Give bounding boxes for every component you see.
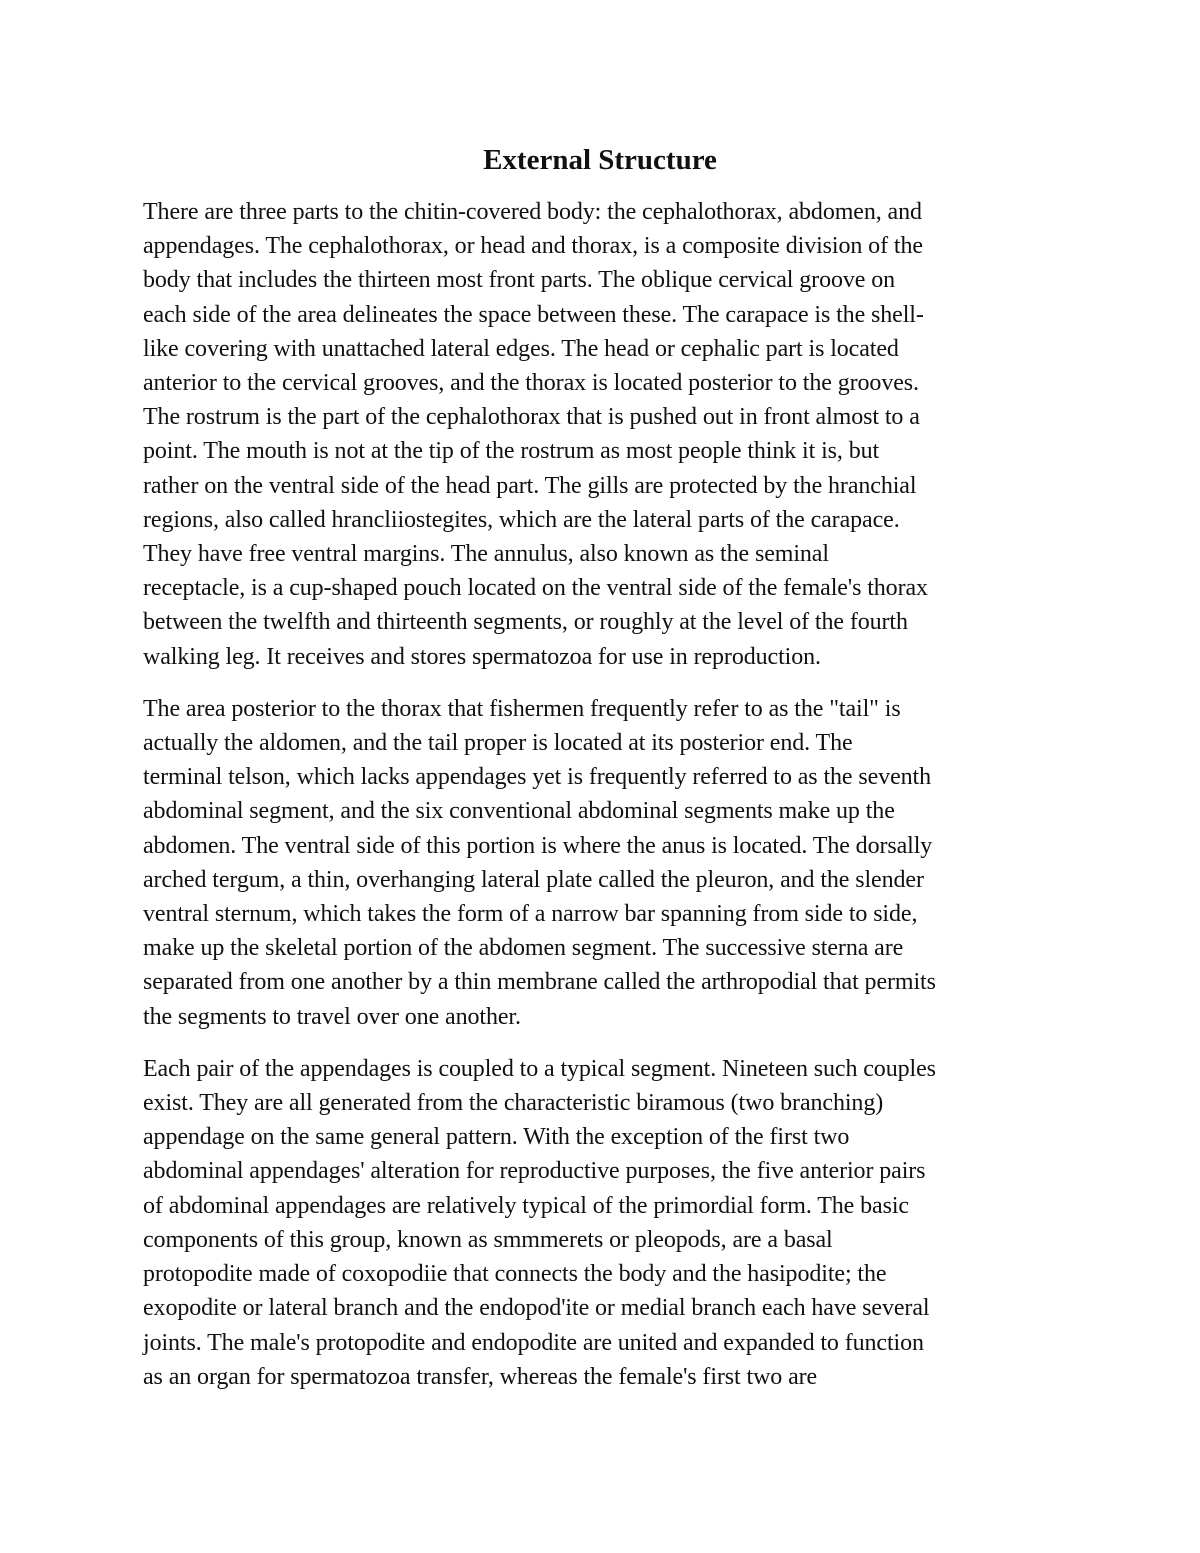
text-line: protopodite made of coxopodiie that connects the body and the hasipodite; the bbox=[143, 1261, 887, 1288]
text-line: abdominal appendages' alteration for reproductive purposes, the five anterior pairs bbox=[143, 1158, 926, 1185]
text-line: There are three parts to the chitin-covered body: the cephalothorax, abdomen, and bbox=[143, 199, 922, 225]
text-line: receptacle, is a cup-shaped pouch located on the ventral side of the female's thorax bbox=[143, 575, 928, 602]
text-line: abdominal segment, and the six conventional abdominal segments make up the bbox=[143, 798, 895, 825]
paragraph bbox=[143, 692, 1063, 1034]
text-line: make up the skeletal portion of the abdomen segment. The successive sterna are bbox=[143, 935, 904, 962]
document-title: External Structure bbox=[483, 144, 717, 176]
text-line: ventral sternum, which takes the form of a narrow bar spanning from side to side, bbox=[143, 901, 918, 928]
text-line: regions, also called hrancliiostegites, which are the lateral parts of the carapace. bbox=[143, 506, 900, 533]
text-line: separated from one another by a thin membrane called the arthropodial that permits bbox=[143, 969, 936, 996]
text-line: between the twelfth and thirteenth segments, or roughly at the level of the fourth bbox=[143, 609, 908, 636]
text-line: of abdominal appendages are relatively typical of the primordial form. The basic bbox=[143, 1192, 909, 1219]
text-line: anterior to the cervical grooves, and the thorax is located posterior to the grooves. bbox=[143, 370, 919, 397]
text-line: The rostrum is the part of the cephalothorax that is pushed out in front almost to a bbox=[143, 404, 920, 431]
document-body bbox=[143, 195, 1063, 1412]
text-line: exopodite or lateral branch and the endopod'ite or medial branch each have several bbox=[143, 1295, 930, 1322]
text-line: walking leg. It receives and stores spermatozoa for use in reproduction. bbox=[143, 643, 821, 670]
text-line: as an organ for spermatozoa transfer, whereas the female's first two are bbox=[143, 1363, 818, 1390]
text-line: appendage on the same general pattern. With the exception of the first two bbox=[143, 1124, 850, 1151]
paragraph bbox=[143, 195, 1063, 674]
text-line: actually the aldomen, and the tail proper is located at its posterior end. The bbox=[143, 730, 853, 757]
text-line: Each pair of the appendages is coupled to a typical segment. Nineteen such couples bbox=[143, 1055, 936, 1082]
text-line: exist. They are all generated from the characteristic biramous (two branching) bbox=[143, 1090, 884, 1117]
text-line: abdomen. The ventral side of this portion is where the anus is located. The dorsally bbox=[143, 832, 933, 859]
text-line: the segments to travel over one another. bbox=[143, 1003, 521, 1030]
text-line: arched tergum, a thin, overhanging lateral plate called the pleuron, and the slender bbox=[143, 866, 924, 893]
text-line: They have free ventral margins. The annulus, also known as the seminal bbox=[143, 541, 829, 568]
text-line: each side of the area delineates the space between these. The carapace is the shell- bbox=[143, 301, 924, 328]
text-line: terminal telson, which lacks appendages yet is frequently referred to as the seventh bbox=[143, 764, 931, 791]
text-line: body that includes the thirteen most front parts. The oblique cervical groove on bbox=[143, 267, 896, 294]
text-line: The area posterior to the thorax that fishermen frequently refer to as the "tail" is bbox=[143, 695, 901, 722]
text-line: appendages. The cephalothorax, or head and thorax, is a composite division of the bbox=[143, 233, 923, 260]
text-line: like covering with unattached lateral edges. The head or cephalic part is located bbox=[143, 335, 899, 362]
text-line: rather on the ventral side of the head part. The gills are protected by the hranchial bbox=[143, 472, 917, 499]
text-line: point. The mouth is not at the tip of the rostrum as most people think it is, but bbox=[143, 438, 880, 465]
text-line: components of this group, known as smmmerets or pleopods, are a basal bbox=[143, 1226, 833, 1253]
paragraph bbox=[143, 1052, 1063, 1394]
text-line: joints. The male's protopodite and endopodite are united and expanded to function bbox=[143, 1329, 924, 1356]
